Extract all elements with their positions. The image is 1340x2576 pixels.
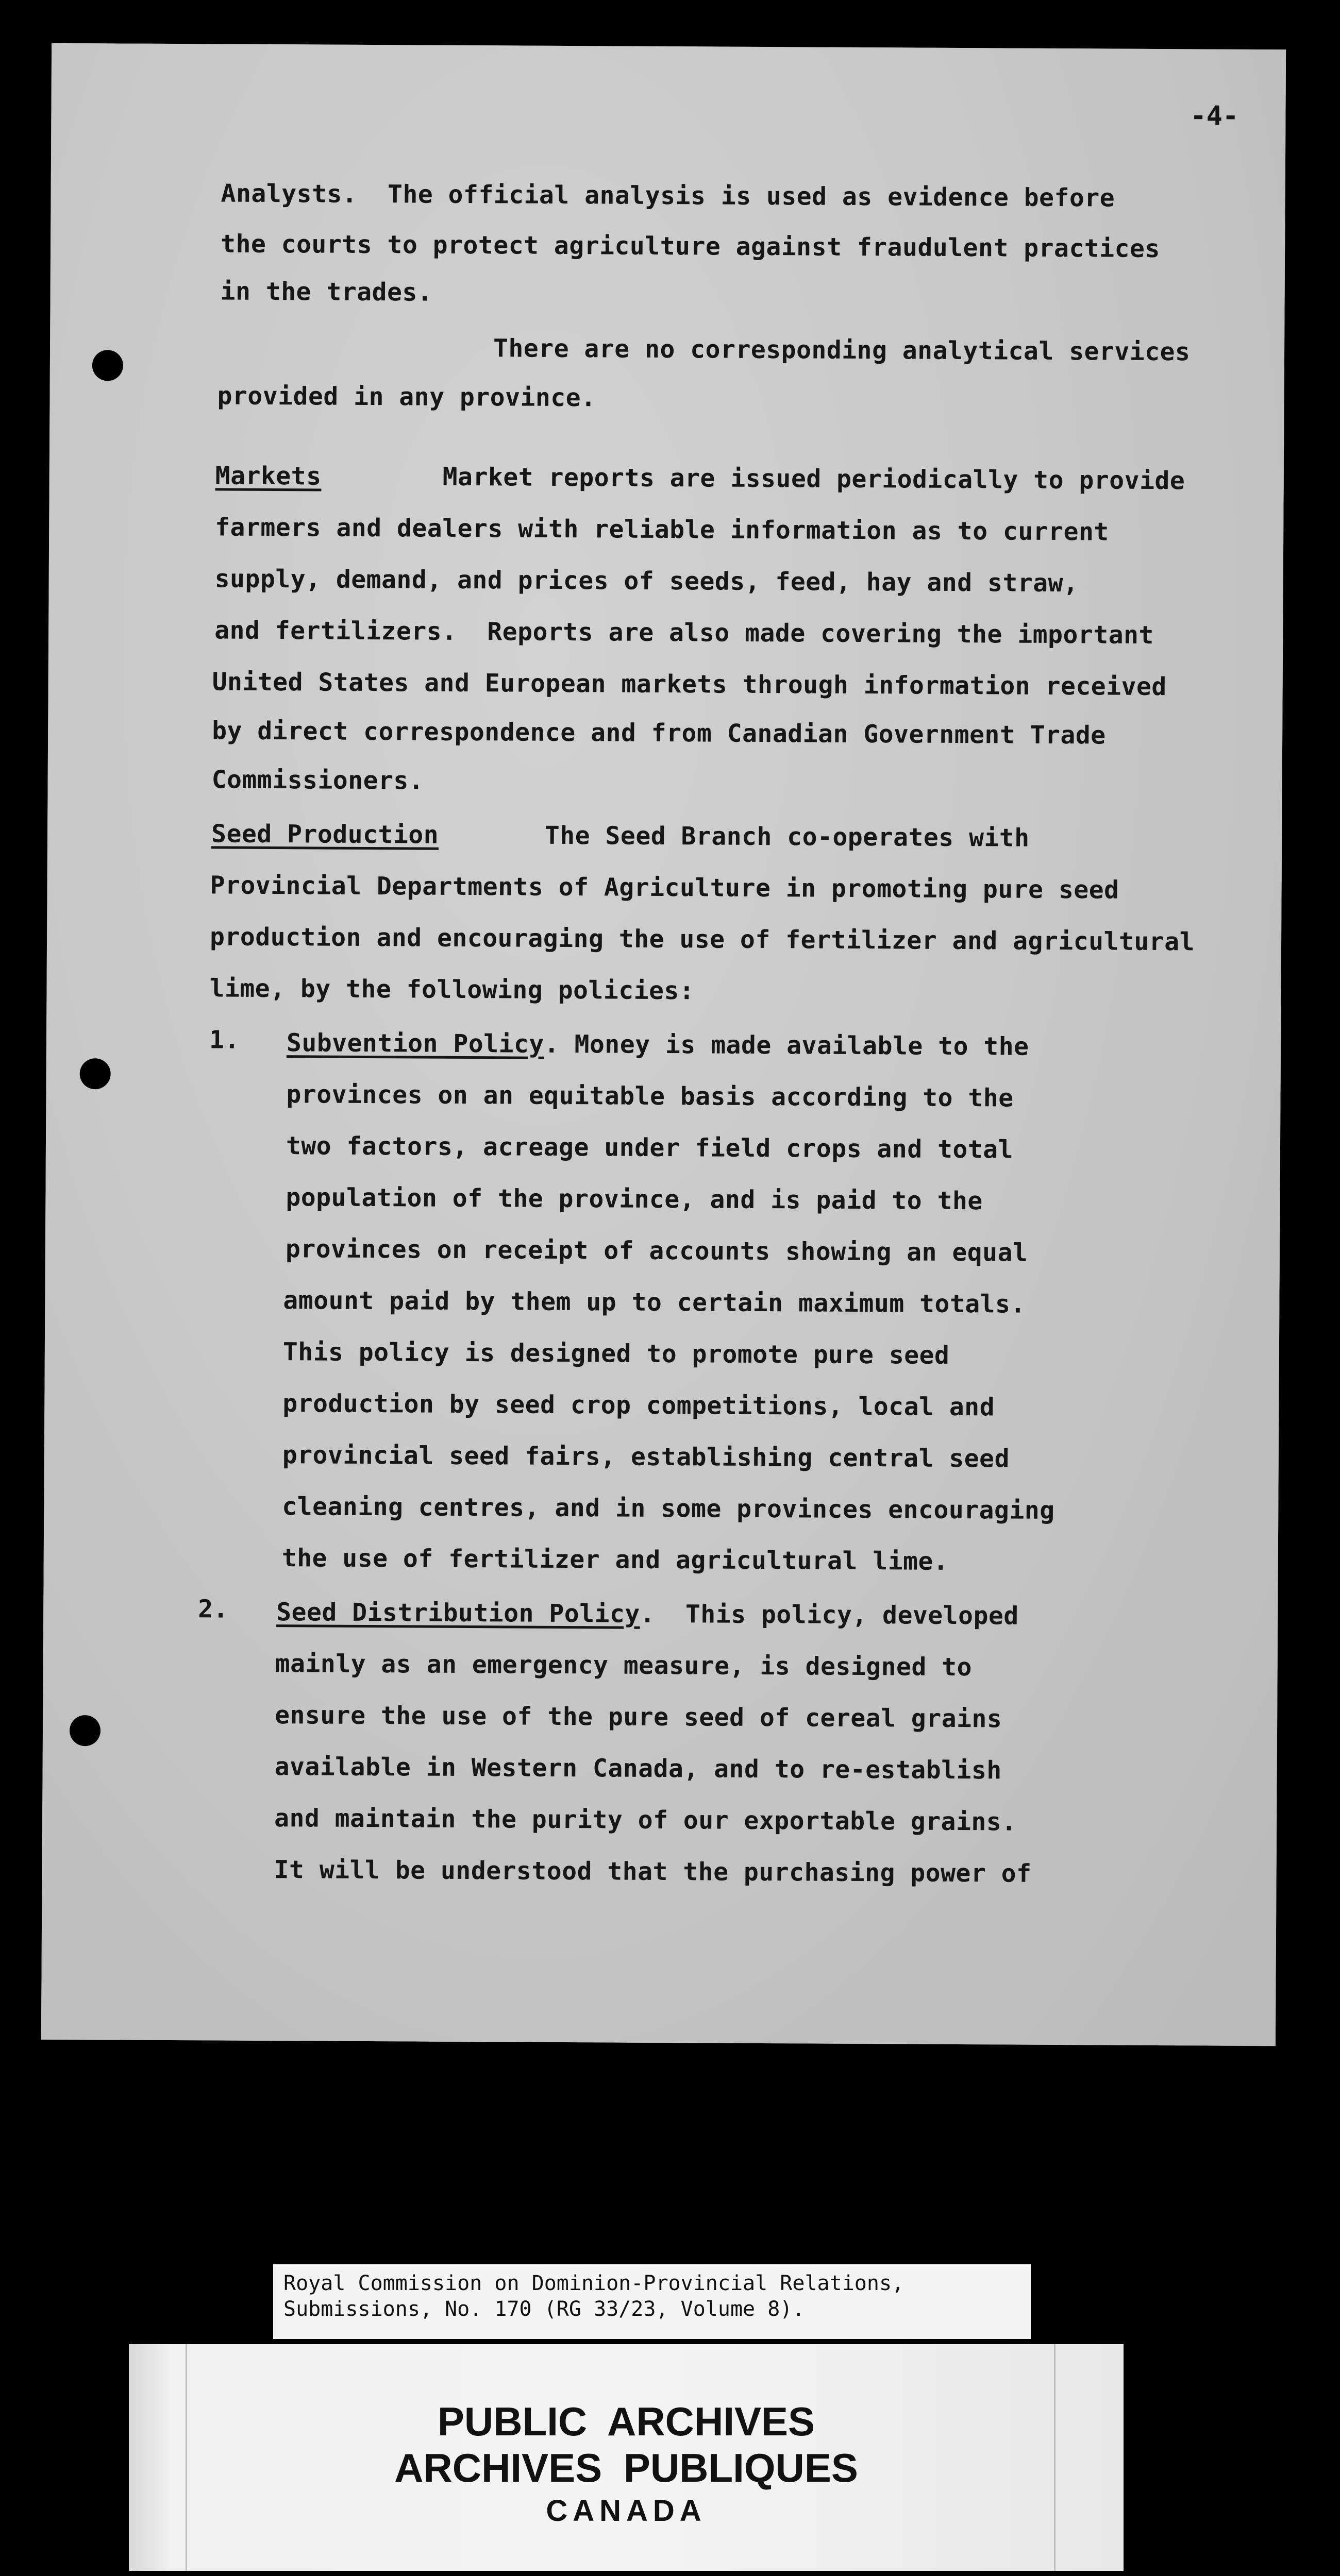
list-item-1-number: 1. [209, 1025, 240, 1055]
text-line: Commissioners. [211, 765, 424, 795]
text-line: farmers and dealers with reliable information as to current [215, 513, 1109, 547]
citation-line: Submissions, No. 170 (RG 33/23, Volume 8). [283, 2297, 805, 2321]
text-run: . Money is made available to the [544, 1029, 1029, 1061]
punch-hole-top [92, 350, 123, 381]
text-run: The Seed Branch co-operates with [438, 820, 1030, 853]
text-run: Market reports are issued periodically to provide [321, 462, 1185, 496]
text-line: by direct correspondence and from Canadian Government Trade [212, 716, 1106, 750]
text-line: and fertilizers. Reports are also made covering the important [214, 616, 1154, 650]
text-line: There are no corresponding analytical services [493, 334, 1191, 367]
text-line: Provincial Departments of Agriculture in promoting pure seed [210, 871, 1119, 905]
text-line: production and encouraging the use of fertilizer and agricultural [209, 922, 1195, 957]
text-line: in the trades. [220, 277, 433, 307]
seed-distribution-policy-line [276, 1598, 1019, 1631]
text-line: This policy is designed to promote pure seed [282, 1337, 950, 1370]
seed-production-heading: Seed Production [211, 819, 439, 850]
document-page [41, 43, 1286, 2046]
subvention-policy-line [287, 1028, 1029, 1061]
punch-hole-bottom [70, 1715, 100, 1746]
text-run: . This policy, developed [640, 1599, 1019, 1631]
text-line: provincial seed fairs, establishing central seed [282, 1440, 1010, 1473]
archival-citation-label [273, 2264, 1031, 2339]
text-line: production by seed crop competitions, local and [282, 1389, 995, 1422]
punch-hole-middle [80, 1058, 111, 1089]
stamp-line-public-archives: PUBLIC ARCHIVES [437, 2399, 815, 2444]
text-line: available in Western Canada, and to re-establish [274, 1752, 1002, 1785]
citation-line: Royal Commission on Dominion-Provincial Relations, [283, 2272, 904, 2295]
text-line: United States and European markets through information received [212, 667, 1167, 702]
markets-heading: Markets [215, 461, 322, 491]
text-line: ensure the use of the pure seed of cereal grains [275, 1701, 1002, 1734]
text-line: lime, by the following policies: [209, 974, 695, 1006]
stamp-line-canada: CANADA [546, 2494, 707, 2528]
text-line: the use of fertilizer and agricultural lime. [281, 1544, 949, 1576]
list-item-2-number: 2. [198, 1595, 229, 1624]
stamp-line-archives-publiques: ARCHIVES PUBLIQUES [394, 2445, 858, 2490]
text-line: amount paid by them up to certain maximum totals. [283, 1286, 1026, 1319]
seed-distribution-policy-heading: Seed Distribution Policy [276, 1598, 640, 1629]
text-line: supply, demand, and prices of seeds, feed, hay and straw, [214, 564, 1079, 598]
text-line: the courts to protect agriculture against fraudulent practices [220, 229, 1160, 264]
text-line: two factors, acreage under field crops and total [286, 1131, 1014, 1164]
text-line: mainly as an emergency measure, is designed to [275, 1649, 973, 1682]
seed-production-paragraph-line [211, 819, 1030, 852]
text-line: provinces on receipt of accounts showing an equal [285, 1234, 1028, 1267]
page-number: -4- [1190, 100, 1239, 132]
public-archives-stamp [129, 2344, 1124, 2571]
text-line: provinces on an equitable basis according to the [286, 1080, 1014, 1113]
text-line: provided in any province. [217, 381, 596, 413]
subvention-policy-heading: Subvention Policy [286, 1028, 544, 1059]
text-line: and maintain the purity of our exportable grains. [274, 1804, 1017, 1837]
markets-paragraph-line [215, 461, 1185, 495]
text-line: population of the province, and is paid to the [286, 1183, 983, 1216]
text-line: It will be understood that the purchasing power of [274, 1855, 1032, 1888]
text-line: cleaning centres, and in some provinces encouraging [282, 1492, 1055, 1525]
text-line: Analysts. The official analysis is used as evidence before [221, 179, 1115, 213]
